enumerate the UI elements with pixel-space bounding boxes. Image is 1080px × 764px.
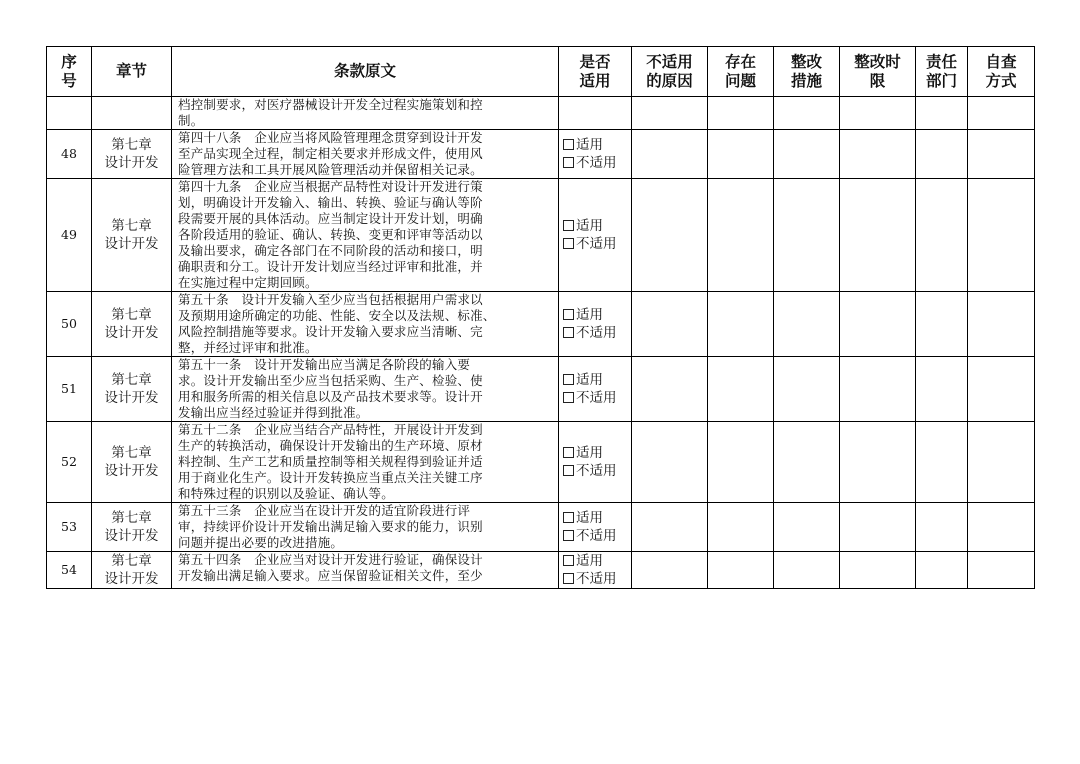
dept-cell[interactable] bbox=[916, 130, 968, 179]
row-seq: 54 bbox=[47, 552, 92, 589]
header-method: 自查 方式 bbox=[968, 47, 1035, 97]
checkbox-icon[interactable] bbox=[563, 447, 574, 458]
checkbox-label: 不适用 bbox=[576, 155, 617, 171]
checkbox-icon[interactable] bbox=[563, 512, 574, 523]
rectify-cell[interactable] bbox=[774, 292, 840, 357]
row-seq: 51 bbox=[47, 357, 92, 422]
checkbox-icon[interactable] bbox=[563, 530, 574, 541]
checkbox-icon[interactable] bbox=[563, 465, 574, 476]
header-deadline: 整改时 限 bbox=[840, 47, 916, 97]
checkbox-icon[interactable] bbox=[563, 573, 574, 584]
clause-text: 第五十四条 企业应当对设计开发进行验证，确保设计 开发输出满足输入要求。应当保留验证相关文件，至少 bbox=[172, 552, 559, 589]
method-cell[interactable] bbox=[968, 292, 1035, 357]
table-row bbox=[47, 552, 1035, 589]
row-chapter: 第七章 设计开发 bbox=[92, 292, 172, 357]
applicability-cell bbox=[559, 130, 632, 179]
issue-cell[interactable] bbox=[708, 130, 774, 179]
checklist-page bbox=[46, 46, 1035, 589]
dept-cell[interactable] bbox=[916, 422, 968, 503]
issue-cell[interactable] bbox=[708, 357, 774, 422]
not-applicable-checkbox[interactable] bbox=[563, 390, 617, 406]
na-reason-cell[interactable] bbox=[632, 292, 708, 357]
applicability-cell bbox=[559, 357, 632, 422]
deadline-cell[interactable] bbox=[840, 552, 916, 589]
row-chapter: 第七章 设计开发 bbox=[92, 130, 172, 179]
not-applicable-checkbox[interactable] bbox=[563, 528, 617, 544]
issue-cell[interactable] bbox=[708, 292, 774, 357]
applicable-checkbox[interactable] bbox=[563, 510, 603, 526]
method-cell[interactable] bbox=[968, 357, 1035, 422]
checkbox-icon[interactable] bbox=[563, 327, 574, 338]
deadline-cell[interactable] bbox=[840, 292, 916, 357]
checkbox-icon[interactable] bbox=[563, 309, 574, 320]
deadline-cell[interactable] bbox=[840, 179, 916, 292]
checkbox-label: 适用 bbox=[576, 218, 603, 234]
checkbox-label: 适用 bbox=[576, 137, 603, 153]
deadline-cell[interactable] bbox=[840, 357, 916, 422]
table-row-continuation bbox=[47, 97, 1035, 130]
applicability-cell bbox=[559, 422, 632, 503]
row-seq: 50 bbox=[47, 292, 92, 357]
header-applicable: 是否 适用 bbox=[559, 47, 632, 97]
not-applicable-checkbox[interactable] bbox=[563, 325, 617, 341]
row-chapter: 第七章 设计开发 bbox=[92, 357, 172, 422]
dept-cell[interactable] bbox=[916, 179, 968, 292]
row-chapter: 第七章 设计开发 bbox=[92, 422, 172, 503]
row-chapter: 第七章 设计开发 bbox=[92, 552, 172, 589]
header-issue: 存在 问题 bbox=[708, 47, 774, 97]
checkbox-label: 适用 bbox=[576, 510, 603, 526]
issue-cell[interactable] bbox=[708, 552, 774, 589]
table-header-row bbox=[47, 47, 1035, 97]
row-seq: 53 bbox=[47, 503, 92, 552]
row-seq: 52 bbox=[47, 422, 92, 503]
checkbox-label: 适用 bbox=[576, 307, 603, 323]
dept-cell[interactable] bbox=[916, 552, 968, 589]
not-applicable-checkbox[interactable] bbox=[563, 155, 617, 171]
header-chapter: 章节 bbox=[92, 47, 172, 97]
self-inspection-table bbox=[46, 46, 1035, 589]
checkbox-label: 适用 bbox=[576, 445, 603, 461]
applicable-checkbox[interactable] bbox=[563, 218, 603, 234]
row-seq: 49 bbox=[47, 179, 92, 292]
table-row bbox=[47, 357, 1035, 422]
rectify-cell[interactable] bbox=[774, 503, 840, 552]
header-dept: 责任 部门 bbox=[916, 47, 968, 97]
method-cell[interactable] bbox=[968, 422, 1035, 503]
na-reason-cell[interactable] bbox=[632, 552, 708, 589]
table-row bbox=[47, 292, 1035, 357]
clause-text: 第五十二条 企业应当结合产品特性，开展设计开发到 生产的转换活动，确保设计开发输出的生产环境、原材 料控制、生产工艺和质量控制等相关规程得到验证并适 用于商业化生产。设计开发转换应当重点关注关键工序 和特殊过程的识别以及验证、确认等。 bbox=[172, 422, 559, 503]
na-reason-cell[interactable] bbox=[632, 422, 708, 503]
checkbox-icon[interactable] bbox=[563, 555, 574, 566]
checkbox-label: 适用 bbox=[576, 553, 603, 569]
applicability-cell bbox=[559, 552, 632, 589]
deadline-cell[interactable] bbox=[840, 503, 916, 552]
rectify-cell[interactable] bbox=[774, 552, 840, 589]
na-reason-cell[interactable] bbox=[632, 357, 708, 422]
table-row bbox=[47, 179, 1035, 292]
checkbox-label: 不适用 bbox=[576, 571, 617, 587]
dept-cell[interactable] bbox=[916, 503, 968, 552]
clause-text: 第四十八条 企业应当将风险管理理念贯穿到设计开发 至产品实现全过程，制定相关要求并形成文件，使用风 险管理方法和工具开展风险管理活动并保留相关记录。 bbox=[172, 130, 559, 179]
table-row bbox=[47, 503, 1035, 552]
table-row bbox=[47, 130, 1035, 179]
applicable-checkbox[interactable] bbox=[563, 307, 603, 323]
issue-cell[interactable] bbox=[708, 179, 774, 292]
rectify-cell[interactable] bbox=[774, 130, 840, 179]
na-reason-cell[interactable] bbox=[632, 179, 708, 292]
deadline-cell[interactable] bbox=[840, 130, 916, 179]
row-seq: 48 bbox=[47, 130, 92, 179]
row-chapter: 第七章 设计开发 bbox=[92, 179, 172, 292]
method-cell[interactable] bbox=[968, 552, 1035, 589]
table-row bbox=[47, 422, 1035, 503]
rectify-cell[interactable] bbox=[774, 357, 840, 422]
checkbox-label: 不适用 bbox=[576, 236, 617, 252]
applicability-cell bbox=[559, 292, 632, 357]
deadline-cell[interactable] bbox=[840, 422, 916, 503]
checkbox-icon[interactable] bbox=[563, 392, 574, 403]
checkbox-label: 不适用 bbox=[576, 325, 617, 341]
header-seq: 序 号 bbox=[47, 47, 92, 97]
row-chapter: 第七章 设计开发 bbox=[92, 503, 172, 552]
method-cell[interactable] bbox=[968, 503, 1035, 552]
na-reason-cell[interactable] bbox=[632, 130, 708, 179]
header-clause: 条款原文 bbox=[172, 47, 559, 97]
method-cell[interactable] bbox=[968, 179, 1035, 292]
checkbox-label: 不适用 bbox=[576, 528, 617, 544]
applicable-checkbox[interactable] bbox=[563, 372, 603, 388]
clause-text: 第四十九条 企业应当根据产品特性对设计开发进行策 划，明确设计开发输入、输出、转换、验证与确认等阶 段需要开展的具体活动。应当制定设计开发计划，明确 各阶段适用的验证、确认、转换、变更和评审等活动以 及输出要求，确定各部门在不同阶段的活动和接口，明 确职责和分工。设计开发计划应当经过评审和批准，并 在实施过程中定期回顾。 bbox=[172, 179, 559, 292]
applicable-checkbox[interactable] bbox=[563, 553, 603, 569]
checkbox-label: 不适用 bbox=[576, 390, 617, 406]
checkbox-label: 适用 bbox=[576, 372, 603, 388]
header-na-reason: 不适用 的原因 bbox=[632, 47, 708, 97]
clause-text: 档控制要求，对医疗器械设计开发全过程实施策划和控 制。 bbox=[172, 97, 559, 130]
checkbox-icon[interactable] bbox=[563, 238, 574, 249]
applicable-checkbox[interactable] bbox=[563, 137, 603, 153]
applicability-cell bbox=[559, 503, 632, 552]
checkbox-icon[interactable] bbox=[563, 157, 574, 168]
rectify-cell[interactable] bbox=[774, 422, 840, 503]
checkbox-icon[interactable] bbox=[563, 139, 574, 150]
applicable-checkbox[interactable] bbox=[563, 445, 603, 461]
issue-cell[interactable] bbox=[708, 422, 774, 503]
rectify-cell[interactable] bbox=[774, 179, 840, 292]
checkbox-icon[interactable] bbox=[563, 220, 574, 231]
method-cell[interactable] bbox=[968, 130, 1035, 179]
dept-cell[interactable] bbox=[916, 292, 968, 357]
na-reason-cell[interactable] bbox=[632, 503, 708, 552]
clause-text: 第五十一条 设计开发输出应当满足各阶段的输入要 求。设计开发输出至少应当包括采购、生产、检验、使 用和服务所需的相关信息以及产品技术要求等。设计开 发输出应当经过验证并得到批准。 bbox=[172, 357, 559, 422]
clause-text: 第五十条 设计开发输入至少应当包括根据用户需求以 及预期用途所确定的功能、性能、安全以及法规、标准、 风险控制措施等要求。设计开发输入要求应当清晰、完 整，并经过评审和批准。 bbox=[172, 292, 559, 357]
not-applicable-checkbox[interactable] bbox=[563, 236, 617, 252]
clause-text: 第五十三条 企业应当在设计开发的适宜阶段进行评 审，持续评价设计开发输出满足输入要求的能力，识别 问题并提出必要的改进措施。 bbox=[172, 503, 559, 552]
not-applicable-checkbox[interactable] bbox=[563, 463, 617, 479]
issue-cell[interactable] bbox=[708, 503, 774, 552]
applicability-cell bbox=[559, 179, 632, 292]
not-applicable-checkbox[interactable] bbox=[563, 571, 617, 587]
dept-cell[interactable] bbox=[916, 357, 968, 422]
checkbox-label: 不适用 bbox=[576, 463, 617, 479]
checkbox-icon[interactable] bbox=[563, 374, 574, 385]
header-rectify: 整改 措施 bbox=[774, 47, 840, 97]
